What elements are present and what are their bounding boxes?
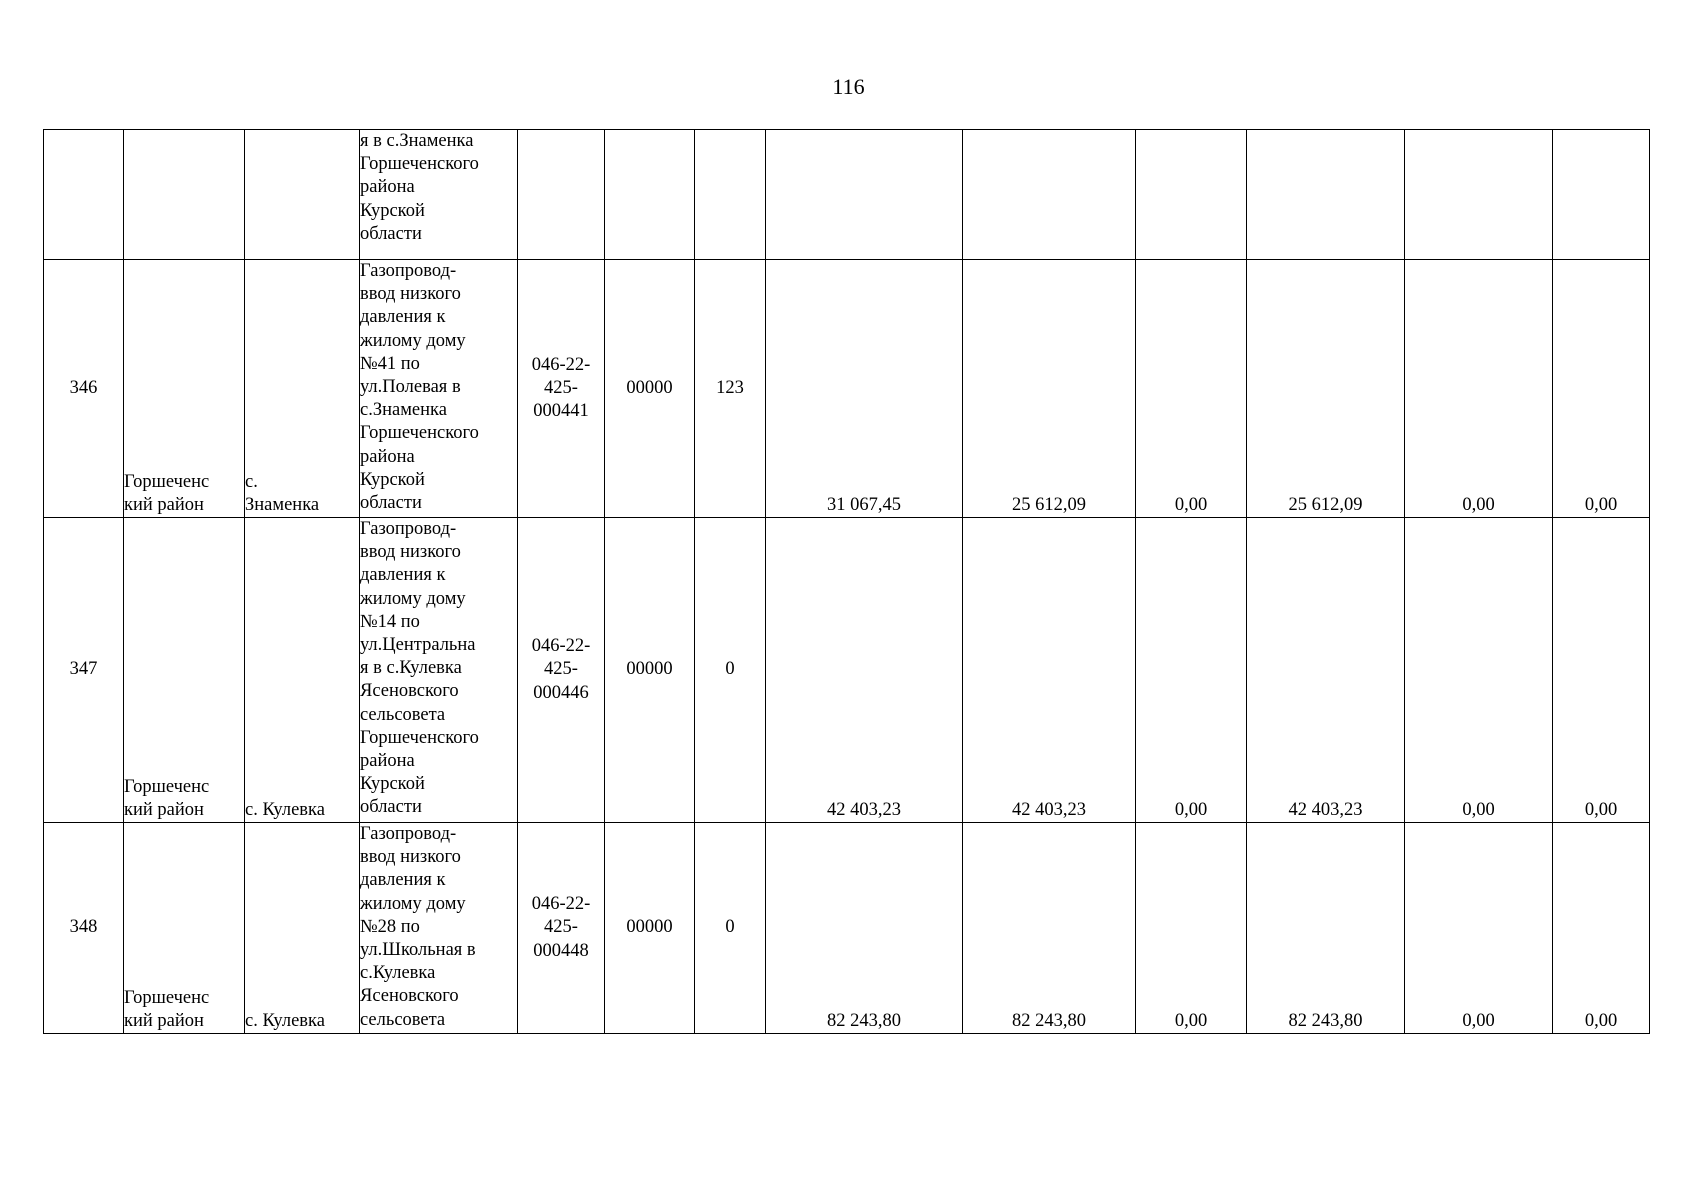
amount-cell: 0,00: [1136, 823, 1247, 1034]
amount-cell: [963, 130, 1136, 260]
table-row: [44, 518, 1650, 823]
quantity-cell: 0: [695, 823, 766, 1034]
amount-cell: [766, 130, 963, 260]
amount-cell: 0,00: [1405, 823, 1553, 1034]
amount-cell: 0,00: [1136, 260, 1247, 518]
quantity-cell: [695, 130, 766, 260]
amount-cell: 42 403,23: [963, 518, 1136, 823]
table-row: [44, 260, 1650, 518]
amount-cell: 82 243,80: [1247, 823, 1405, 1034]
locality-cell: [245, 130, 360, 260]
locality-cell: с. Кулевка: [245, 518, 360, 823]
table-row: [44, 823, 1650, 1034]
amount-cell: 42 403,23: [766, 518, 963, 823]
quantity-cell: 0: [695, 518, 766, 823]
amount-cell: 0,00: [1553, 823, 1650, 1034]
amount-cell: 0,00: [1553, 518, 1650, 823]
amount-cell: 0,00: [1405, 518, 1553, 823]
amount-cell: 0,00: [1405, 260, 1553, 518]
quantity-cell: 123: [695, 260, 766, 518]
code-cell: [605, 130, 695, 260]
row-number: [44, 130, 124, 260]
row-number: 348: [44, 823, 124, 1034]
object-name-cell: я в с.Знаменка Горшеченского района Курской области: [360, 130, 518, 260]
table-row: [44, 130, 1650, 260]
amount-cell: [1405, 130, 1553, 260]
district-cell: Горшеченс кий район: [124, 518, 245, 823]
district-cell: Горшеченс кий район: [124, 823, 245, 1034]
code-cell: 00000: [605, 260, 695, 518]
amount-cell: [1553, 130, 1650, 260]
cadastral-number-cell: [518, 130, 605, 260]
amount-cell: 42 403,23: [1247, 518, 1405, 823]
amount-cell: 82 243,80: [766, 823, 963, 1034]
district-cell: [124, 130, 245, 260]
amount-cell: 25 612,09: [963, 260, 1136, 518]
cadastral-number-cell: 046-22- 425- 000441: [518, 260, 605, 518]
object-name-cell: Газопровод- ввод низкого давления к жилому дому №41 по ул.Полевая в с.Знаменка Горшеченского района Курской области: [360, 260, 518, 518]
district-cell: Горшеченс кий район: [124, 260, 245, 518]
code-cell: 00000: [605, 518, 695, 823]
amount-cell: 82 243,80: [963, 823, 1136, 1034]
cadastral-number-cell: 046-22- 425- 000446: [518, 518, 605, 823]
locality-cell: с. Знаменка: [245, 260, 360, 518]
row-number: 347: [44, 518, 124, 823]
object-name-cell: Газопровод- ввод низкого давления к жилому дому №28 по ул.Школьная в с.Кулевка Ясеновского сельсовета: [360, 823, 518, 1034]
amount-cell: [1136, 130, 1247, 260]
amount-cell: 31 067,45: [766, 260, 963, 518]
amount-cell: 25 612,09: [1247, 260, 1405, 518]
locality-cell: с. Кулевка: [245, 823, 360, 1034]
cadastral-number-cell: 046-22- 425- 000448: [518, 823, 605, 1034]
code-cell: 00000: [605, 823, 695, 1034]
amount-cell: 0,00: [1136, 518, 1247, 823]
object-name-cell: Газопровод- ввод низкого давления к жилому дому №14 по ул.Центральна я в с.Кулевка Ясеновского сельсовета Горшеченского района Курской области: [360, 518, 518, 823]
row-number: 346: [44, 260, 124, 518]
amount-cell: 0,00: [1553, 260, 1650, 518]
amount-cell: [1247, 130, 1405, 260]
registry-table: [43, 129, 1650, 1034]
page-number: 116: [832, 74, 865, 99]
